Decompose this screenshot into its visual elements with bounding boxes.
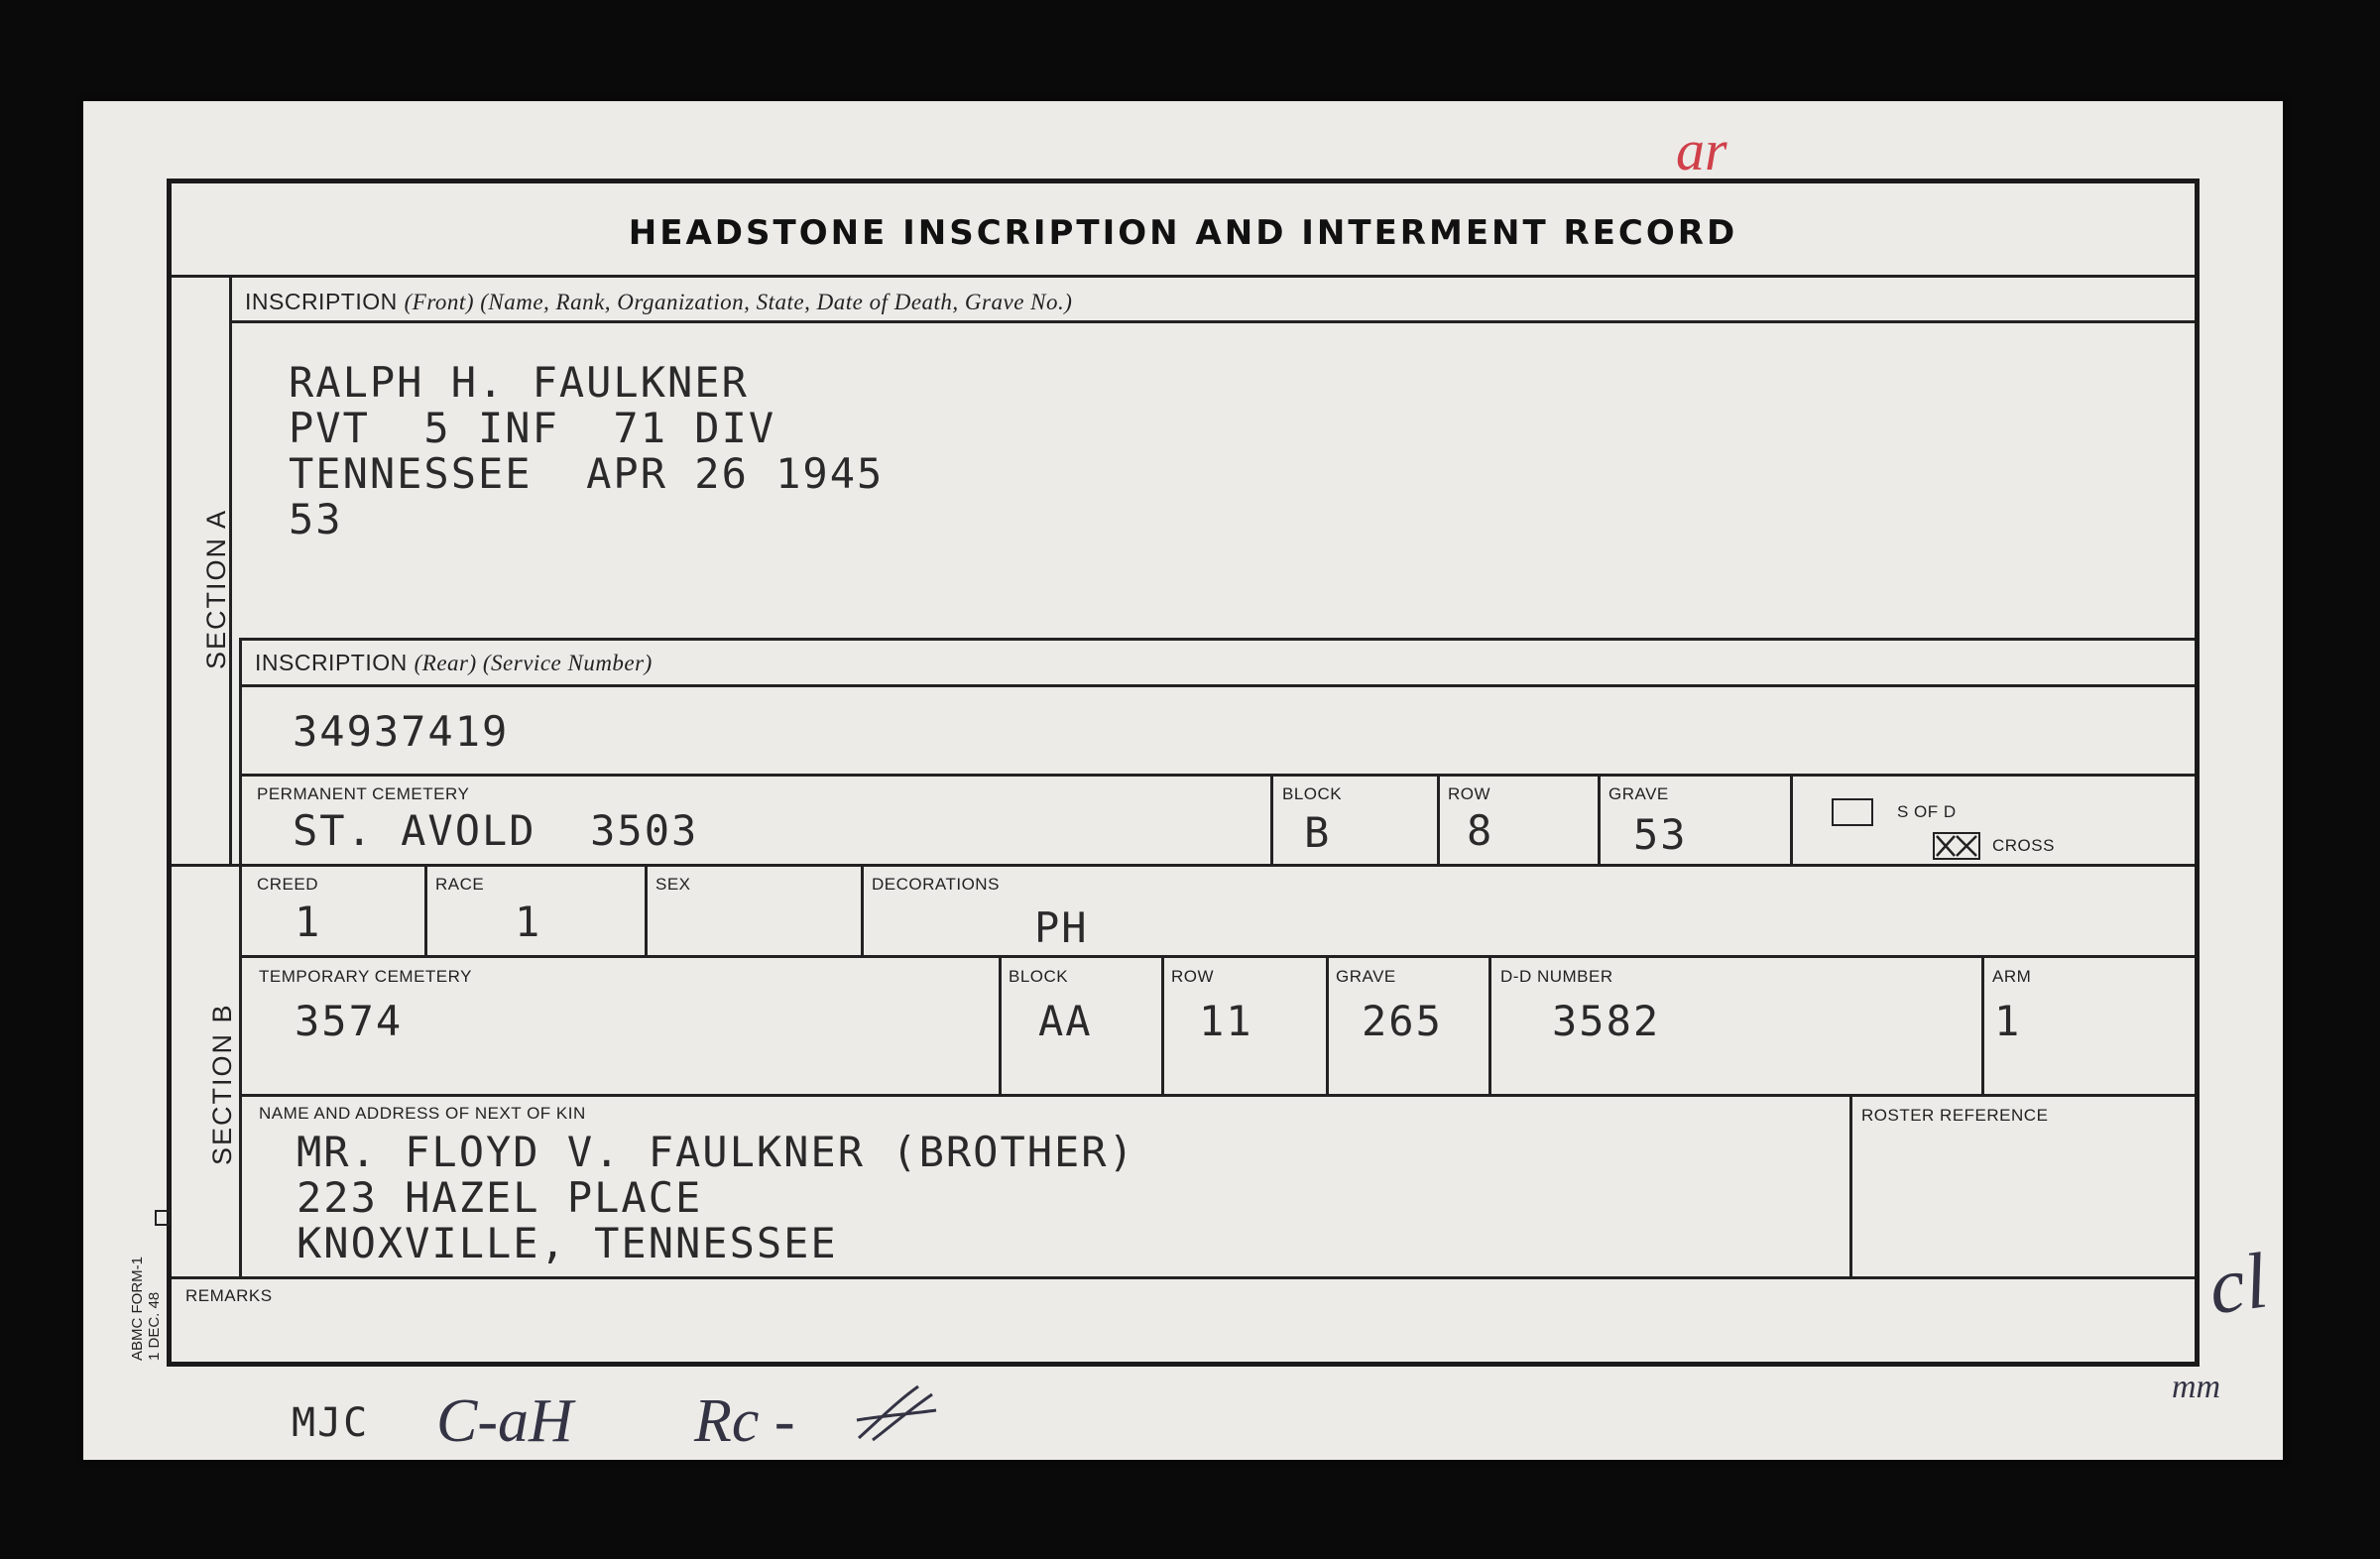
sex-label: SEX [655,875,691,894]
next-of-kin-line-2: 223 HAZEL PLACE [297,1173,703,1222]
creed-label: CREED [257,875,319,894]
right-margin-initials: cl [2203,1237,2273,1332]
footer-handwritten-2: Rc - [694,1387,795,1455]
permanent-cemetery-label: PERMANENT CEMETERY [257,784,470,803]
form-id-checkbox [155,1210,171,1226]
arm-label: ARM [1992,967,2032,986]
form-id: ABMC FORM-1 1 DEC. 48 [129,1257,163,1361]
temporary-block-label: BLOCK [1009,967,1069,986]
inscription-front-line-1: RALPH H. FAULKNER [289,358,749,407]
roster-reference-label: ROSTER REFERENCE [1861,1106,2049,1125]
temporary-row-value: 11 [1199,997,1253,1045]
temporary-cemetery-label: TEMPORARY CEMETERY [259,967,472,986]
corner-mark: mm [2172,1369,2221,1405]
next-of-kin-label: NAME AND ADDRESS OF NEXT OF KIN [259,1104,586,1123]
footer-typed-initials: MJC [292,1400,370,1446]
temporary-grave-value: 265 [1362,997,1443,1045]
creed-value: 1 [295,898,322,946]
dd-number-label: D-D NUMBER [1500,967,1613,986]
inscription-front-label: INSCRIPTION (Front) (Name, Rank, Organization, State, Date of Death, Grave No.) [245,289,1073,314]
section-b-label: SECTION B [207,1003,237,1165]
inscription-front-line-3: TENNESSEE APR 26 1945 [289,449,885,498]
record-frame [167,179,2200,1367]
cross-check-mark-icon [1935,834,1978,858]
temporary-grave-label: GRAVE [1336,967,1396,986]
decorations-label: DECORATIONS [872,875,1000,894]
remarks-label: REMARKS [185,1286,273,1305]
permanent-cemetery-value: ST. AVOLD 3503 [293,806,699,855]
inscription-front-line-2: PVT 5 INF 71 DIV [289,404,776,452]
permanent-block-value: B [1304,808,1332,857]
next-of-kin-line-1: MR. FLOYD V. FAULKNER (BROTHER) [297,1128,1135,1176]
next-of-kin-line-3: KNOXVILLE, TENNESSEE [297,1219,838,1267]
service-number: 34937419 [293,707,510,756]
dd-number-value: 3582 [1552,997,1661,1045]
race-value: 1 [515,898,542,946]
temporary-row-label: ROW [1171,967,1215,986]
decorations-value: PH [1034,903,1089,952]
inscription-rear-label: INSCRIPTION (Rear) (Service Number) [255,650,653,675]
temporary-cemetery-value: 3574 [295,997,404,1045]
permanent-grave-value: 53 [1633,810,1688,859]
cross-checkbox-checked [1933,832,1980,860]
permanent-grave-label: GRAVE [1608,784,1669,803]
record-title: HEADSTONE INSCRIPTION AND INTERMENT RECORD [628,213,1738,253]
race-label: RACE [435,875,485,894]
top-handwritten-mark: ar [1676,118,1727,182]
permanent-block-label: BLOCK [1282,784,1343,803]
section-a-label: SECTION A [201,508,231,669]
inscription-front-line-4: 53 [289,495,343,543]
cross-label: CROSS [1992,836,2055,855]
permanent-row-value: 8 [1467,806,1494,855]
sofd-checkbox [1832,798,1873,826]
sofd-label: S OF D [1897,802,1957,821]
temporary-block-value: AA [1038,997,1093,1045]
footer-scribble-icon [849,1380,938,1450]
permanent-row-label: ROW [1448,784,1491,803]
arm-value: 1 [1994,997,2022,1045]
footer-handwritten-1: C-aH [436,1387,573,1455]
